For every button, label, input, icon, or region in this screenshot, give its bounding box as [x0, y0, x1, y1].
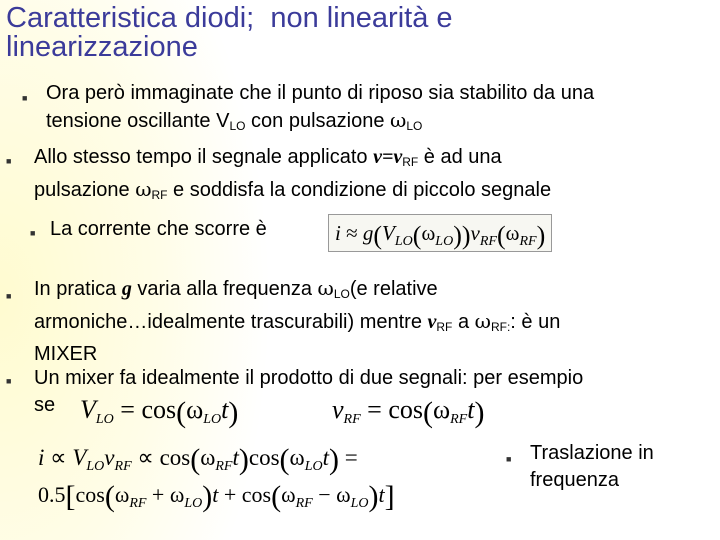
eq-subscript: LO	[304, 459, 323, 474]
eq-symbol: cos	[241, 482, 272, 507]
eq-symbol: ω	[169, 482, 185, 507]
bullet-square-icon: ■	[506, 454, 512, 464]
v-symbol: v=v	[373, 146, 403, 168]
title-line-1: Caratteristica diodi; non linearità e	[6, 2, 453, 34]
text: con pulsazione	[245, 110, 391, 132]
eq-subscript: RF	[215, 459, 233, 474]
subscript: LO	[229, 119, 246, 133]
bullet-1-line-1: Ora però immaginate che il punto di riposo sia stabilito da una	[46, 82, 595, 104]
eq-symbol: ω	[281, 482, 296, 507]
eq-symbol: ω	[186, 395, 204, 424]
eq-symbol: ω	[336, 482, 351, 507]
text: : è un	[510, 311, 561, 333]
text: Allo stesso tempo il segnale applicato	[34, 146, 374, 168]
eq-symbol: cos	[159, 445, 191, 470]
bullet-6-line-1: Traslazione in	[530, 442, 654, 464]
eq-symbol: ω	[289, 445, 305, 470]
subscript: RF	[151, 188, 168, 202]
eq-subscript: LO	[350, 496, 369, 511]
omega-symbol: ω	[474, 309, 491, 333]
g-symbol: g	[121, 278, 132, 300]
bullet-4-line-2	[34, 308, 560, 341]
text: In pratica	[34, 278, 122, 300]
slide-title	[6, 4, 453, 62]
eq-symbol: cos	[248, 445, 280, 470]
text: è ad una	[418, 146, 502, 168]
bullet-2-text	[34, 144, 551, 209]
eq-symbol: V	[382, 221, 395, 245]
text: pulsazione	[34, 179, 136, 201]
eq-symbol: cos	[388, 395, 423, 424]
bullet-1-line-2	[46, 107, 594, 140]
eq-symbol: =	[344, 445, 358, 470]
bullet-6-text	[530, 440, 654, 494]
subscript: LO	[333, 287, 350, 301]
eq-subscript: RF	[295, 496, 313, 511]
eq-symbol: t	[212, 482, 219, 507]
eq-symbol: t	[467, 395, 475, 424]
eq-subscript: RF	[129, 496, 147, 511]
bullet-2-line-1	[34, 144, 551, 176]
subscript: RF	[402, 155, 419, 169]
eq-symbol: 0.5	[38, 482, 66, 507]
eq-symbol: i	[38, 445, 45, 470]
eq-symbol: ω	[505, 221, 520, 245]
bullet-5-line-2: se	[34, 394, 56, 416]
eq-symbol: ω	[433, 395, 451, 424]
eq-subscript: LO	[184, 496, 203, 511]
eq-subscript: RF	[343, 412, 361, 427]
eq-subscript: RF	[519, 234, 537, 249]
subscript: RF	[436, 320, 453, 334]
bullet-square-icon: ■	[6, 156, 12, 166]
eq-symbol: t	[322, 445, 329, 470]
eq-subscript: LO	[86, 459, 105, 474]
eq-symbol: i	[335, 221, 341, 245]
eq-symbol: v	[104, 445, 115, 470]
eq-symbol: ω	[200, 445, 216, 470]
eq-subscript: LO	[435, 234, 454, 249]
bullet-6-line-2: frequenza	[530, 469, 619, 491]
eq-symbol: ∝	[50, 445, 67, 470]
eq-symbol: V	[80, 395, 96, 424]
eq-subscript: LO	[203, 412, 222, 427]
bullet-square-icon: ■	[6, 291, 12, 301]
text: varia alla frequenza	[131, 278, 318, 300]
eq-symbol: ≈	[346, 221, 358, 245]
text: a	[452, 311, 475, 333]
bullet-square-icon: ■	[30, 228, 36, 238]
eq-subscript: RF	[479, 234, 497, 249]
eq-symbol: −	[318, 482, 331, 507]
eq-symbol: +	[223, 482, 237, 507]
eq-subscript: LO	[95, 412, 114, 427]
eq-symbol: cos	[75, 482, 105, 507]
bullet-2-line-2	[34, 176, 551, 209]
text: tensione oscillante V	[46, 110, 230, 132]
product-equation: $i \propto V_{LO}v_{RF} \propto \cos(\omega_{RF}t)\cos(\omega_{LO}t)$ =	[38, 443, 358, 476]
omega-symbol: ω	[390, 108, 407, 132]
omega-symbol: ω	[135, 177, 152, 201]
eq-symbol: ω	[421, 221, 436, 245]
bullet-1-text	[46, 80, 594, 140]
title-line-2: linearizzazione	[6, 31, 198, 63]
eq-symbol: ω	[114, 482, 130, 507]
eq-symbol: t	[221, 395, 229, 424]
eq-symbol: t	[232, 445, 239, 470]
eq-subscript: RF	[450, 412, 468, 427]
eq-subscript: LO	[394, 234, 413, 249]
eq-symbol: v	[470, 221, 480, 245]
vlo-equation: VLO = cos(ωLOt)	[80, 395, 239, 429]
v-symbol: v	[427, 311, 437, 333]
eq-subscript: RF	[114, 459, 132, 474]
subscript: RF:	[490, 320, 511, 334]
bullet-3-text: La corrente che scorre è	[50, 218, 267, 240]
eq-symbol: =	[120, 395, 135, 424]
text: (e relative	[349, 278, 438, 300]
bullet-square-icon: ■	[22, 93, 28, 103]
bullet-4-text	[34, 275, 560, 368]
text: e soddisfa la condizione di piccolo segnale	[167, 179, 552, 201]
bullet-4-line-1	[34, 275, 560, 308]
bullet-4-line-3: MIXER	[34, 343, 98, 365]
eq-symbol: ∝	[137, 445, 154, 470]
eq-symbol: +	[151, 482, 165, 507]
eq-symbol: =	[367, 395, 382, 424]
text: armoniche…idealmente trascurabili) mentre	[34, 311, 428, 333]
current-equation: $i \approx g(V_{LO}(\omega_{LO}))v_{RF}(\omega_{RF})$	[328, 214, 552, 252]
eq-symbol: v	[332, 395, 344, 424]
result-equation: $0.5[\cos(\omega_{RF} + \omega_{LO})t + \cos(\omega_{RF} - \omega_{LO})t]$	[38, 480, 395, 513]
eq-symbol: V	[72, 445, 87, 470]
bullet-5-line-1: Un mixer fa idealmente il prodotto di due segnali: per esempio	[34, 367, 584, 389]
vrf-equation: vRF = cos(ωRFt)	[332, 395, 485, 429]
eq-symbol: g	[362, 221, 374, 245]
eq-symbol: cos	[141, 395, 177, 424]
bullet-square-icon: ■	[6, 376, 12, 386]
eq-symbol: t	[378, 482, 385, 507]
omega-symbol: ω	[317, 276, 334, 300]
subscript: LO	[406, 119, 423, 133]
